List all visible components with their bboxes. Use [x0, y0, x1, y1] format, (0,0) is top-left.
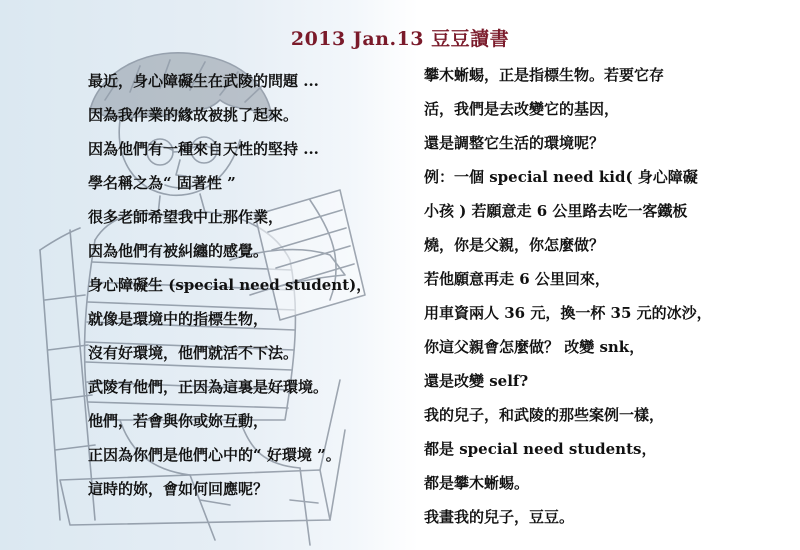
text-line: 攀木蜥蜴，正是指標生物。若要它存	[424, 66, 665, 84]
text-line: 很多老師希望我中止那作業，	[88, 208, 284, 226]
text-line: 因為他們有一種來自天性的堅持 ...	[88, 140, 319, 158]
text-line: 他們，若會與你或妳互動，	[88, 412, 269, 430]
text-line: 你這父親會怎麼做？ 改變 snk，	[424, 338, 645, 356]
text-line: 還是改變 self?	[424, 372, 529, 390]
text-line: 小孩 ) 若願意走 6 公里路去吃一客鐵板	[424, 202, 688, 220]
text-line: 都是 special need students，	[424, 440, 657, 458]
page-title: 2013 Jan.13 豆豆讀書	[290, 28, 510, 50]
text-line: 還是調整它生活的環境呢？	[424, 134, 605, 152]
text-line: 我畫我的兒子，豆豆。	[424, 508, 575, 526]
text-line: 用車資兩人 36 元，換一杯 35 元的冰沙，	[424, 304, 712, 322]
text-line: 燒，你是父親，你怎麼做？	[424, 236, 605, 254]
text-line: 都是攀木蜥蜴。	[424, 474, 530, 492]
text-line: 沒有好環境，他們就活不下法。	[88, 344, 299, 362]
text-line: 正因為你們是他們心中的“ 好環境 ”。	[88, 446, 341, 464]
text-line: 身心障礙生 (special need student)，	[88, 276, 372, 294]
text-line: 例：一個 special need kid( 身心障礙	[424, 168, 698, 186]
text-line: 因為我作業的緣故被挑了起來。	[88, 106, 299, 124]
text-line: 學名稱之為“ 固著性 ”	[88, 174, 236, 192]
text-line: 若他願意再走 6 公里回來，	[424, 270, 610, 288]
left-text-column	[88, 70, 371, 512]
text-line: 武陵有他們，正因為這裏是好環境。	[88, 378, 329, 396]
text-line: 這時的妳，會如何回應呢？	[88, 480, 269, 498]
text-line: 因為他們有被糾纏的感覺。	[88, 242, 269, 260]
text-line: 活，我們是去改變它的基因，	[424, 100, 620, 118]
right-text-column	[424, 64, 712, 540]
text-line: 就像是環境中的指標生物，	[88, 310, 269, 328]
text-line: 最近，身心障礙生在武陵的問題 ...	[88, 72, 319, 90]
text-line: 我的兒子，和武陵的那些案例一樣，	[424, 406, 665, 424]
